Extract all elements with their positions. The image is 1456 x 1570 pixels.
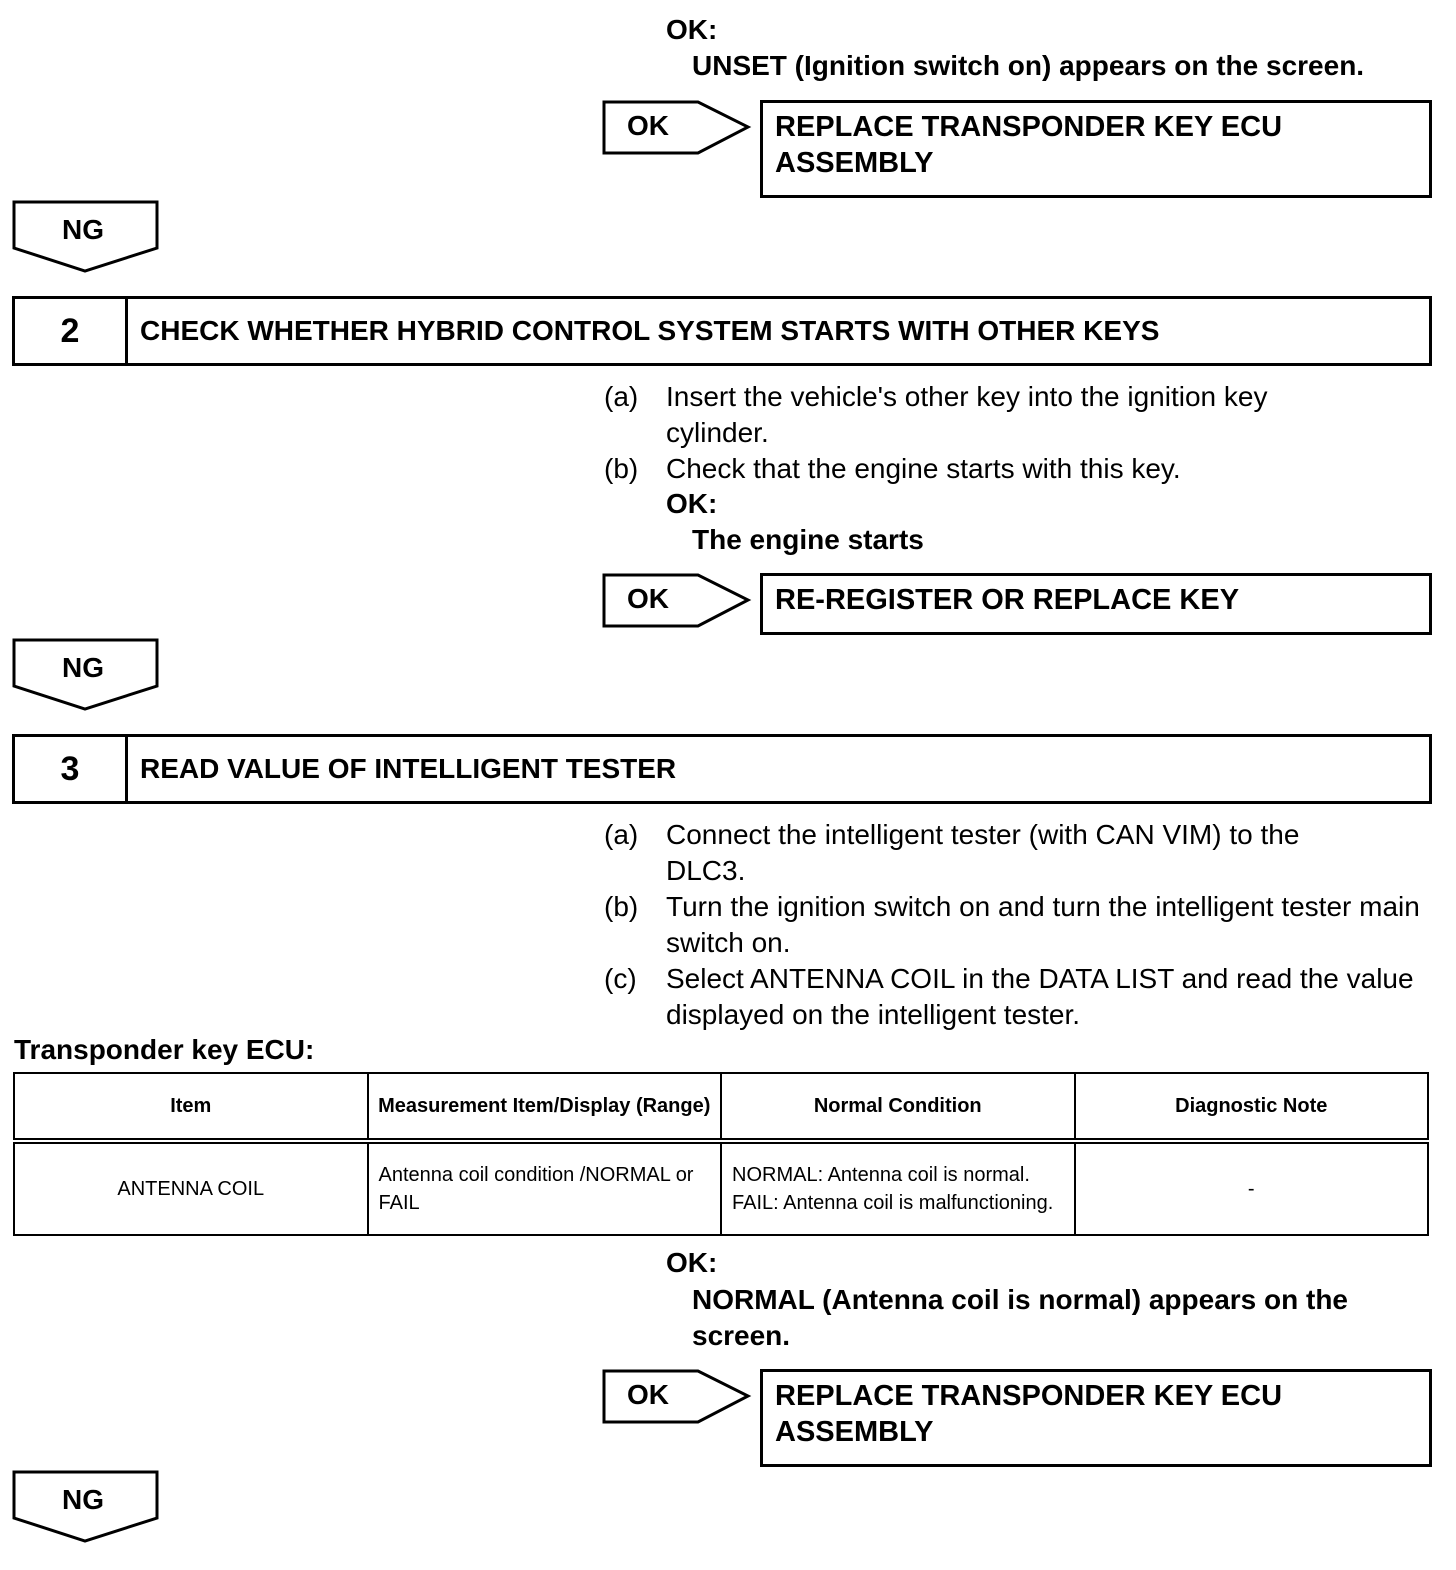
instruction-item: (b) Check that the engine starts with this key. xyxy=(604,453,1181,484)
ng-arrow-label: NG xyxy=(62,214,104,245)
data-list-table xyxy=(13,1072,1429,1236)
column-header: Item xyxy=(14,1073,368,1141)
table-cell: Antenna coil condition /NORMAL or FAIL xyxy=(368,1141,722,1235)
instruction-item: (a) Insert the vehicle's other key into the ignition key cylinder. xyxy=(604,381,1268,448)
column-header: Diagnostic Note xyxy=(1075,1073,1429,1141)
ok-criteria-text: The engine starts xyxy=(692,524,924,555)
step-number: 2 xyxy=(15,299,128,363)
ok-arrow-icon xyxy=(602,573,752,629)
column-header: Normal Condition xyxy=(721,1073,1075,1141)
step-title: READ VALUE OF INTELLIGENT TESTER xyxy=(140,753,677,784)
ok-arrow-label: OK xyxy=(627,583,669,614)
step-title: CHECK WHETHER HYBRID CONTROL SYSTEM STARTS WITH OTHER KEYS xyxy=(140,315,1160,346)
table-row xyxy=(14,1141,1428,1235)
table-caption: Transponder key ECU: xyxy=(14,1034,315,1065)
result-replace-ecu: REPLACE TRANSPONDER KEY ECU ASSEMBLY xyxy=(760,1369,1432,1467)
step-3-instructions xyxy=(604,817,1434,1033)
instruction-item: (a) Connect the intelligent tester (with CAN VIM) to the DLC3. xyxy=(604,819,1300,886)
result-reregister-key: RE-REGISTER OR REPLACE KEY xyxy=(760,573,1432,635)
step-number: 3 xyxy=(15,737,128,801)
ok-criteria-text: NORMAL (Antenna coil is normal) appears on the screen. xyxy=(692,1284,1349,1351)
step-2-instructions xyxy=(604,379,1434,487)
instruction-item: (b) Turn the ignition switch on and turn the intelligent tester main switch on. xyxy=(604,891,1420,958)
table-cell: NORMAL: Antenna coil is normal. FAIL: Antenna coil is malfunctioning. xyxy=(721,1141,1075,1235)
ok-arrow-icon xyxy=(602,100,752,156)
result-replace-ecu: REPLACE TRANSPONDER KEY ECU ASSEMBLY xyxy=(760,100,1432,198)
step-2-header xyxy=(12,296,1432,366)
table-cell: ANTENNA COIL xyxy=(14,1141,368,1235)
ok-arrow-icon xyxy=(602,1369,752,1425)
step-3-header xyxy=(12,734,1432,804)
ok-arrow-label: OK xyxy=(627,1379,669,1410)
ok-criteria-label: OK: xyxy=(666,1247,718,1278)
ok-criteria-label: OK: xyxy=(666,488,718,519)
ok-criteria-label: OK: xyxy=(666,14,718,45)
table-header-row xyxy=(14,1073,1428,1141)
column-header: Measurement Item/Display (Range) xyxy=(368,1073,722,1141)
ok-criteria-text: UNSET (Ignition switch on) appears on the screen. xyxy=(692,50,1365,81)
table-cell: - xyxy=(1075,1141,1429,1235)
ng-arrow-label: NG xyxy=(62,652,104,683)
instruction-item: (c) Select ANTENNA COIL in the DATA LIST and read the value displayed on the intelligent tester. xyxy=(604,963,1414,1030)
ok-arrow-label: OK xyxy=(627,110,669,141)
ng-arrow-label: NG xyxy=(62,1484,104,1515)
